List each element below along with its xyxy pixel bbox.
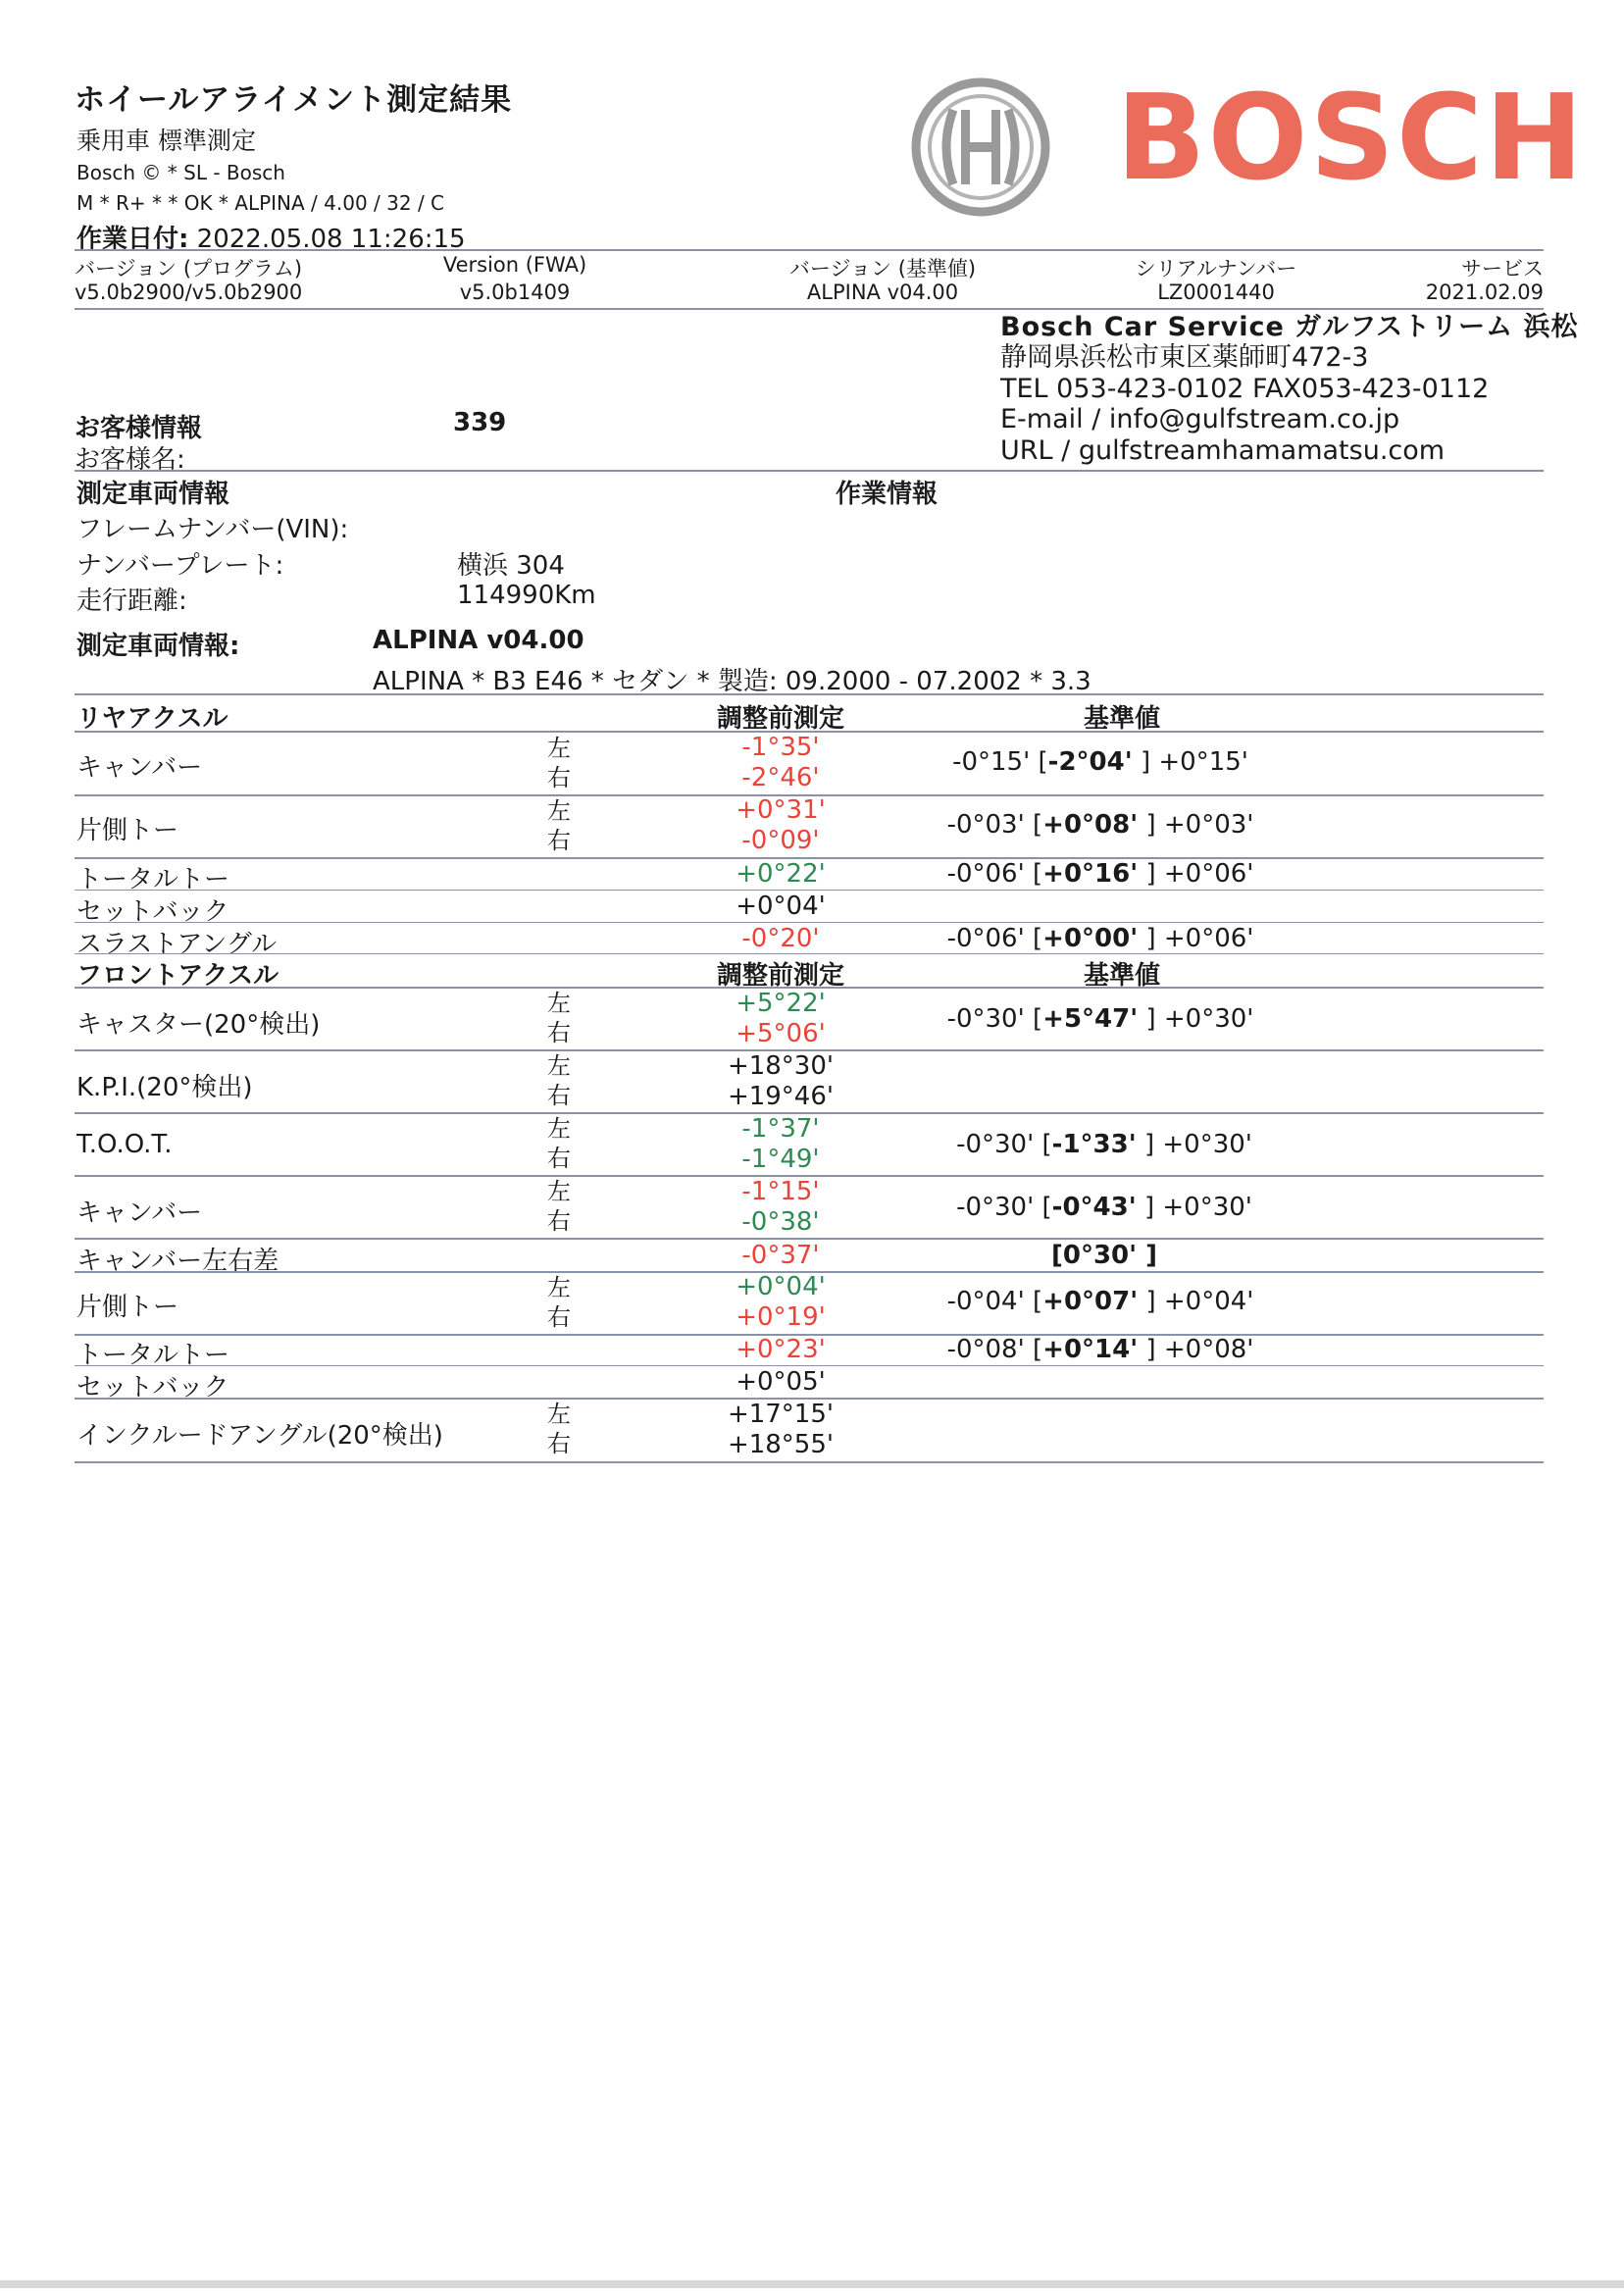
version-program-value: v5.0b2900/v5.0b2900 <box>75 280 303 304</box>
right-marker: 右 <box>547 1207 571 1235</box>
front-caster-label: キャスター(20°検出) <box>76 1010 321 1040</box>
rear-setback-value: +0°04' <box>736 892 826 921</box>
divider <box>75 1238 1544 1240</box>
rear-camber-left: -1°35' <box>741 733 820 762</box>
divider <box>75 890 1544 891</box>
divider <box>75 1461 1544 1463</box>
version-spec-label: バージョン (基準値) <box>788 257 977 280</box>
bosch-armature-logo-icon <box>910 76 1051 218</box>
left-marker: 左 <box>547 1274 571 1301</box>
front-toot-left: -1°37' <box>741 1114 820 1144</box>
front-camber-spec: -0°30' [-0°43' ] +0°30' <box>956 1193 1252 1222</box>
front-measure-header: 調整前測定 <box>716 961 844 991</box>
front-toe-left: +0°04' <box>736 1272 826 1301</box>
front-toe-spec: -0°04' [+0°07' ] +0°04' <box>946 1287 1254 1316</box>
right-marker: 右 <box>547 764 571 791</box>
work-date-value: 2022.05.08 11:26:15 <box>196 225 466 254</box>
divider <box>75 470 1544 472</box>
rear-measure-header: 調整前測定 <box>716 704 844 734</box>
divider <box>75 1365 1544 1366</box>
shop-url: URL / gulfstreamhamamatsu.com <box>1000 435 1446 466</box>
plate-value: 横浜 304 <box>457 551 565 581</box>
left-marker: 左 <box>547 735 571 762</box>
front-setback-value: +0°05' <box>736 1367 826 1397</box>
front-total-toe-value: +0°23' <box>736 1335 826 1364</box>
left-marker: 左 <box>547 1178 571 1205</box>
right-marker: 右 <box>547 1082 571 1109</box>
front-camber-left: -1°15' <box>741 1177 820 1206</box>
header-line-2: M * R+ * * OK * ALPINA / 4.00 / 32 / C <box>76 191 444 215</box>
work-info-label: 作業情報 <box>836 480 939 509</box>
vin-label: フレームナンバー(VIN): <box>76 515 349 544</box>
plate-label: ナンバープレート: <box>76 551 284 581</box>
work-date-label: 作業日付: <box>76 225 189 254</box>
right-marker: 右 <box>547 1145 571 1172</box>
rear-toe-label: 片側トー <box>76 816 179 845</box>
scan-edge <box>0 2280 1624 2288</box>
rear-thrust-value: -0°20' <box>741 924 820 953</box>
shop-address: 静岡県浜松市東区薬師町472-3 <box>1000 342 1369 373</box>
document-title: ホイールアライメント測定結果 <box>75 82 513 118</box>
serial-number-value: LZ0001440 <box>1157 280 1275 304</box>
front-setback-label: セットバック <box>76 1373 229 1402</box>
shop-name: Bosch Car Service ガルフストリーム 浜松 <box>1000 312 1579 342</box>
rear-total-toe-value: +0°22' <box>736 859 826 889</box>
front-camber-right: -0°38' <box>741 1207 820 1237</box>
front-kpi-right: +19°46' <box>727 1082 835 1111</box>
left-marker: 左 <box>547 797 571 825</box>
rear-camber-right: -2°46' <box>741 763 820 792</box>
mileage-value: 114990Km <box>457 581 596 610</box>
document-subtitle: 乗用車 標準測定 <box>76 127 256 155</box>
brand-wordmark: BOSCH <box>1116 71 1586 207</box>
front-camber-diff-label: キャンバー左右差 <box>76 1247 279 1276</box>
left-marker: 左 <box>547 990 571 1017</box>
front-kpi-label: K.P.I.(20°検出) <box>76 1073 253 1102</box>
divider <box>75 308 1544 310</box>
mileage-label: 走行距離: <box>76 586 187 616</box>
version-spec-value: ALPINA v04.00 <box>806 280 959 304</box>
front-included-angle-left: +17°15' <box>727 1400 835 1429</box>
front-total-toe-label: トータルトー <box>76 1341 230 1370</box>
rear-toe-left: +0°31' <box>736 795 826 825</box>
front-toe-label: 片側トー <box>76 1293 179 1322</box>
left-marker: 左 <box>547 1052 571 1080</box>
customer-info-label: お客様情報 <box>75 414 203 443</box>
front-spec-header: 基準値 <box>1083 961 1160 991</box>
rear-spec-header: 基準値 <box>1083 704 1160 734</box>
customer-name-label: お客様名: <box>75 445 185 475</box>
front-included-angle-right: +18°55' <box>727 1430 835 1459</box>
customer-info-value: 339 <box>453 408 507 437</box>
service-value: 2021.02.09 <box>1425 280 1544 304</box>
front-total-toe-spec: -0°08' [+0°14' ] +0°08' <box>946 1335 1254 1364</box>
version-fwa-value: v5.0b1409 <box>459 280 571 304</box>
service-label: サービス <box>1461 257 1544 280</box>
front-toot-spec: -0°30' [-1°33' ] +0°30' <box>956 1130 1252 1159</box>
front-axle-title: フロントアクスル <box>76 961 279 991</box>
rear-toe-right: -0°09' <box>741 826 820 855</box>
right-marker: 右 <box>547 827 571 854</box>
rear-camber-spec: -0°15' [-2°04' ] +0°15' <box>952 747 1248 777</box>
right-marker: 右 <box>547 1303 571 1331</box>
rear-toe-spec: -0°03' [+0°08' ] +0°03' <box>946 810 1254 840</box>
front-caster-left: +5°22' <box>736 989 826 1018</box>
front-camber-label: キャンバー <box>76 1198 203 1228</box>
divider <box>75 693 1544 695</box>
rear-setback-label: セットバック <box>76 897 229 927</box>
front-camber-diff-value: -0°37' <box>741 1241 820 1270</box>
right-marker: 右 <box>547 1430 571 1457</box>
front-toe-right: +0°19' <box>736 1302 826 1332</box>
left-marker: 左 <box>547 1401 571 1428</box>
front-caster-spec: -0°30' [+5°47' ] +0°30' <box>946 1004 1254 1034</box>
version-fwa-label: Version (FWA) <box>442 253 587 277</box>
rear-thrust-label: スラストアングル <box>76 930 278 959</box>
shop-tel: TEL 053-423-0102 FAX053-423-0112 <box>1000 374 1490 404</box>
rear-axle-title: リヤアクスル <box>76 704 228 734</box>
front-camber-diff-spec: [0°30' ] <box>1050 1241 1158 1270</box>
rear-total-toe-label: トータルトー <box>76 865 230 894</box>
rear-thrust-spec: -0°06' [+0°00' ] +0°06' <box>946 924 1254 953</box>
rear-camber-label: キャンバー <box>76 753 203 783</box>
serial-number-label: シリアルナンバー <box>1135 257 1297 280</box>
version-program-label: バージョン (プログラム) <box>75 257 303 280</box>
vehicle-section-label: 測定車両情報 <box>76 480 230 509</box>
front-toot-right: -1°49' <box>741 1145 820 1174</box>
header-line-1: Bosch © * SL - Bosch <box>76 161 285 184</box>
vehicle-spec-label: 測定車両情報: <box>76 632 240 661</box>
rear-total-toe-spec: -0°06' [+0°16' ] +0°06' <box>946 859 1254 889</box>
front-included-angle-label: インクルードアングル(20°検出) <box>76 1421 443 1451</box>
front-toot-label: T.O.O.T. <box>76 1130 173 1159</box>
front-caster-right: +5°06' <box>736 1019 826 1048</box>
vehicle-spec-model: ALPINA * B3 E46 * セダン * 製造: 09.2000 - 07.2002 * 3.3 <box>373 667 1091 696</box>
shop-email: E-mail / info@gulfstream.co.jp <box>1000 404 1400 434</box>
divider <box>75 922 1544 923</box>
vehicle-spec-db: ALPINA v04.00 <box>373 626 584 655</box>
right-marker: 右 <box>547 1019 571 1046</box>
divider <box>75 249 1544 251</box>
front-kpi-left: +18°30' <box>727 1051 835 1081</box>
left-marker: 左 <box>547 1115 571 1143</box>
divider <box>75 953 1544 954</box>
